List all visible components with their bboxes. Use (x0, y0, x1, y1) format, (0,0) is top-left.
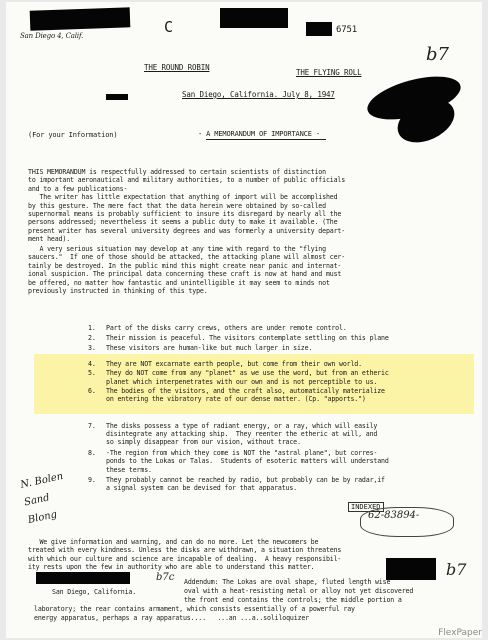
paragraph-line: with which our culture and science are incapable of dealing. A heavy responsibil- (28, 554, 342, 563)
list-item-text: disintegrate any attacking ship. They reenter the etheric at will, and (106, 430, 378, 439)
paragraph-line: previously instructed in thinking of this type. (28, 287, 208, 295)
paragraph-line: by this gesture. The mere fact that the data herein were obtained by so-called (28, 201, 326, 210)
b7-handwritten-bottom: b7 (446, 560, 467, 579)
heading-underline (206, 139, 326, 140)
list-item-text: planet which interpenetrates with our own and is not perceptible to us. (106, 377, 378, 386)
list-item-text: ponds to the Lokas or Talas. Students of esoteric matters will understand (106, 457, 389, 466)
redaction-block (220, 8, 288, 28)
addendum-line: oval with a heat-resisting metal or alloy not yet discovered (184, 587, 414, 595)
redaction-block (306, 22, 332, 36)
list-item-number: 9. (88, 476, 96, 485)
list-item-text: -The region from which they come is NOT the "astral plane", but corres- (106, 449, 378, 458)
list-item-text: They do NOT come from any "planet" as we use the word, but from an etheric (106, 369, 389, 378)
paragraph-line: ment head). (28, 235, 71, 244)
addendum-line: energy apparatus, perhaps a ray apparatus.... ...an ...a..soliloquizer (34, 614, 310, 622)
paragraph-line: ity rests upon the few in authority who are able to understand this matter. (28, 563, 315, 572)
file-number-handwritten: 62-83894- (368, 510, 420, 521)
location-stamp: San Diego 4, Calif. (20, 32, 84, 40)
paragraph-line: saucers." If one of those should be attacked, the attacking plane will almost cer- (28, 253, 346, 262)
redaction-block (30, 7, 131, 30)
b7-handwritten: b7 (426, 44, 449, 65)
document-page (6, 2, 482, 638)
paragraph-line: treated with every kindness. Unless the disks are withdrawn, a situation threatens (28, 546, 342, 555)
b7c-handwritten: b7c (156, 572, 175, 583)
circled-file-number (360, 507, 454, 537)
list-item-number: 3. (88, 344, 96, 352)
indexed-stamp: INDEXED (348, 502, 384, 512)
list-item-number: 7. (88, 422, 96, 430)
list-item-text: They probably cannot be reached by radio, but probably can be by radar,if (106, 476, 385, 485)
margin-handwriting: N. Bolen Sand Blong (19, 471, 65, 527)
addendum-line: Addendum: The Lokas are oval shape, fluted length wise (184, 578, 391, 586)
list-item-text: Part of the disks carry crews, others are under remote control. (106, 324, 347, 332)
redaction-block (36, 572, 130, 584)
doc-number: 6751 (336, 25, 358, 35)
paragraph-line: We give information and warning, and can do no more. Let the newcomers be (28, 538, 319, 546)
list-item-text: The bodies of the visitors, and the craft also, automatically materialize (106, 387, 385, 395)
title-right: THE FLYING ROLL (296, 68, 362, 77)
list-item-number: 5. (88, 369, 96, 378)
redaction-block (386, 558, 436, 580)
redaction-block (106, 94, 128, 100)
paragraph-line: present writer has several university degrees and was formerly a university depart- (28, 226, 346, 235)
title-left: THE ROUND ROBIN (144, 63, 210, 72)
page-letter: C (164, 18, 173, 36)
list-item-text: a signal system can be devised for that apparatus. (106, 484, 297, 493)
list-item-text: so simply disappear from our vision, without trace. (106, 438, 301, 447)
sender-location: San Diego, California. (52, 588, 137, 596)
addendum-line: the front end contains the controls; the middle portion a (184, 596, 402, 604)
paragraph-line: supernormal means is probably sufficient to insure its disregard by nearly all the (28, 210, 342, 218)
list-item-number: 4. (88, 360, 96, 368)
paragraph-line: tainly be destroyed. In the public mind this might create near panic and internat- (28, 261, 342, 270)
list-item-text: these terms. (106, 465, 152, 474)
memo-heading: - A MEMORANDUM OF IMPORTANCE - (198, 130, 320, 138)
list-item-text: on entering the vibratory rate of our dense matter. (Cp. "apports.") (106, 395, 366, 404)
addendum-line: laboratory; the rear contains armament, which consists essentially of a powerful ray (34, 605, 355, 613)
list-item-text: Their mission is peaceful. The visitors contemplate settling on this plane (106, 334, 389, 342)
paragraph-line: persons addressed; nevertheless it seems a public duty to make it available. (The (28, 218, 338, 227)
paragraph-line: THIS MEMORANDUM is respectfully addressed to certain scientists of distinction (28, 168, 326, 176)
list-item-number: 1. (88, 324, 96, 332)
for-info-note: (For your Information) (28, 131, 118, 139)
list-item-text: The disks possess a type of radiant energy, or a ray, which will easily (106, 422, 378, 430)
dateline: San Diego, California. July 8, 1947 (182, 90, 335, 99)
list-item-number: 8. (88, 449, 96, 458)
paragraph-line: to important aeronautical and military authorities, to a number of public officials (28, 176, 346, 185)
paragraph-line: be offered, no matter how fantastic and unintelligible it may seem to minds not (28, 278, 330, 287)
list-item-number: 6. (88, 387, 96, 395)
paragraph-line: The writer has little expectation that anything of import will be accomplished (28, 193, 338, 202)
list-item-number: 2. (88, 334, 96, 342)
list-item-text: These visitors are human-like but much larger in size. (106, 344, 313, 352)
paragraph-line: ional suspicion. The principal data concerning these craft is now at hand and must (28, 270, 342, 279)
paragraph-line: and to a few publications- (28, 184, 128, 193)
paragraph-line: A very serious situation may develop at any time with regard to the "flying (28, 245, 326, 253)
list-item-text: They are NOT excarnate earth people, but come from their own world. (106, 360, 362, 368)
watermark: FlexPaper (438, 628, 482, 638)
